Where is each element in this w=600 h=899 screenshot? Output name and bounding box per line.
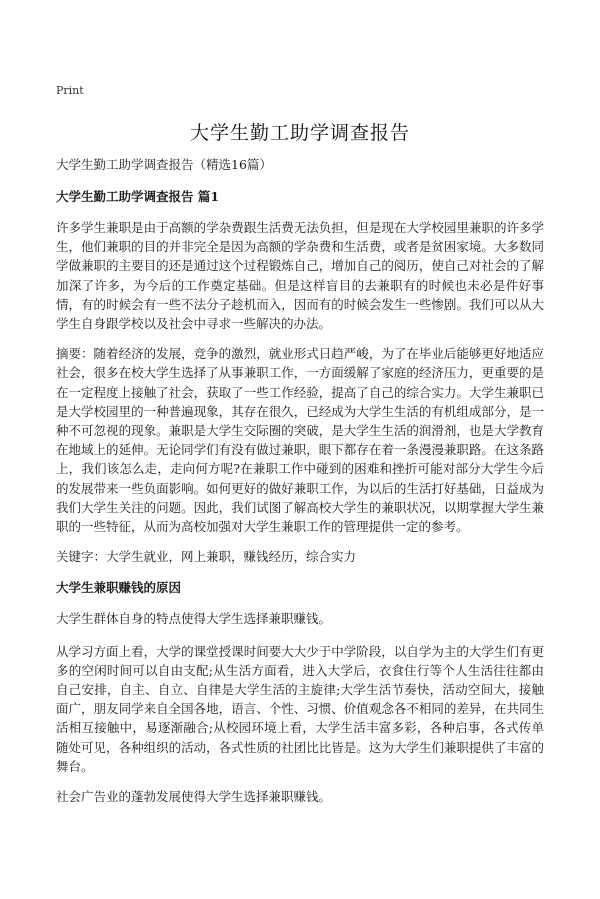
section-heading-1: 大学生勤工助学调查报告 篇1 [56,189,220,204]
paragraph-keywords: 关键字：大学生就业，网上兼职，赚钱经历，综合实力 [56,549,357,565]
paragraph-abstract: 摘要：随着经济的发展，竞争的激烈，就业形式日趋严峻，为了在毕业后能够更好地适应社会，很多在校大学生选择了从事兼职工作，一方面缓解了家庭的经济压力，更重要的是在一定程度上接触了社会，获取了一些工作经验，提高了自己的综合实力。大学生兼职已是大学校园里的一种普遍现象，其存在很久，已经成为大学生生活的有机组成部分，是一种不可忽视的现象。兼职是大学生交际圈的突破，是大学生生活的润滑剂，也是大学教育在地域上的延伸。无论同学们有没有做过兼职，眼下都存在着一条漫漫兼职路。在这条路上，我们该怎么走，走向何方呢?在兼职工作中碰到的困难和挫折可能对部分大学生今后的发展带来一些负面影响。如何更好的做好兼职工作，为以后的生活打好基础，日益成为我们大学生关注的问题。因此，我们试图了解高校大学生的兼职状况，以期掌握大学生兼职的一些特征，从而为高校加强对大学生兼职工作的管理提供一定的参考。 [56,346,544,535]
document-title: 大学生勤工助学调查报告 [189,122,410,144]
paragraph-reason-2: 从学习方面上看，大学的课堂授课时间要大大少于中学阶段，以自学为主的大学生们有更多的空闲时间可以自由支配;从生活方面看，进入大学后，衣食住行等个人生活往往都由自己安排，自主、自立、自律是大学生活的主旋律;大学生活节奏快，活动空间大，接触面广，朋友同学来自全国各地，语言、个性、习惯、价值观念各不相同的差异，在共同生活相互接触中，易逐渐融合;从校园环境上看，大学生活丰富多彩，各种启事，各式传单随处可见，各种组织的活动，各式性质的社团比比皆是。这为大学生们兼职提供了丰富的舞台。 [56,643,544,774]
section-heading-2: 大学生兼职赚钱的原因 [56,580,182,596]
paragraph-reason-1: 大学生群体自身的特点使得大学生选择兼职赚钱。 [56,611,332,627]
paragraph-reason-3: 社会广告业的蓬勃发展使得大学生选择兼职赚钱。 [56,789,332,805]
paragraph-intro: 许多学生兼职是由于高额的学杂费跟生活费无法负担，但是现在大学校园里兼职的许多学生，他们兼职的目的并非完全是因为高额的学杂费和生活费，或者是贫困家境。大多数同学做兼职的主要目的还是通过这个过程锻炼自己，增加自己的阅历，使自己对社会的了解加深了许多，为今后的工作奠定基础。但是这样盲目的去兼职有的时候也未必是件好事情，有的时候会有一些不法分子趁机而入，因而有的时候会发生一些惨剧。我们可以从大学生自身跟学校以及社会中寻求一些解决的办法。 [56,220,544,332]
print-label: Print [56,84,84,97]
document-subtitle: 大学生勤工助学调查报告（精选16篇） [56,157,272,172]
document-body [56,156,544,817]
